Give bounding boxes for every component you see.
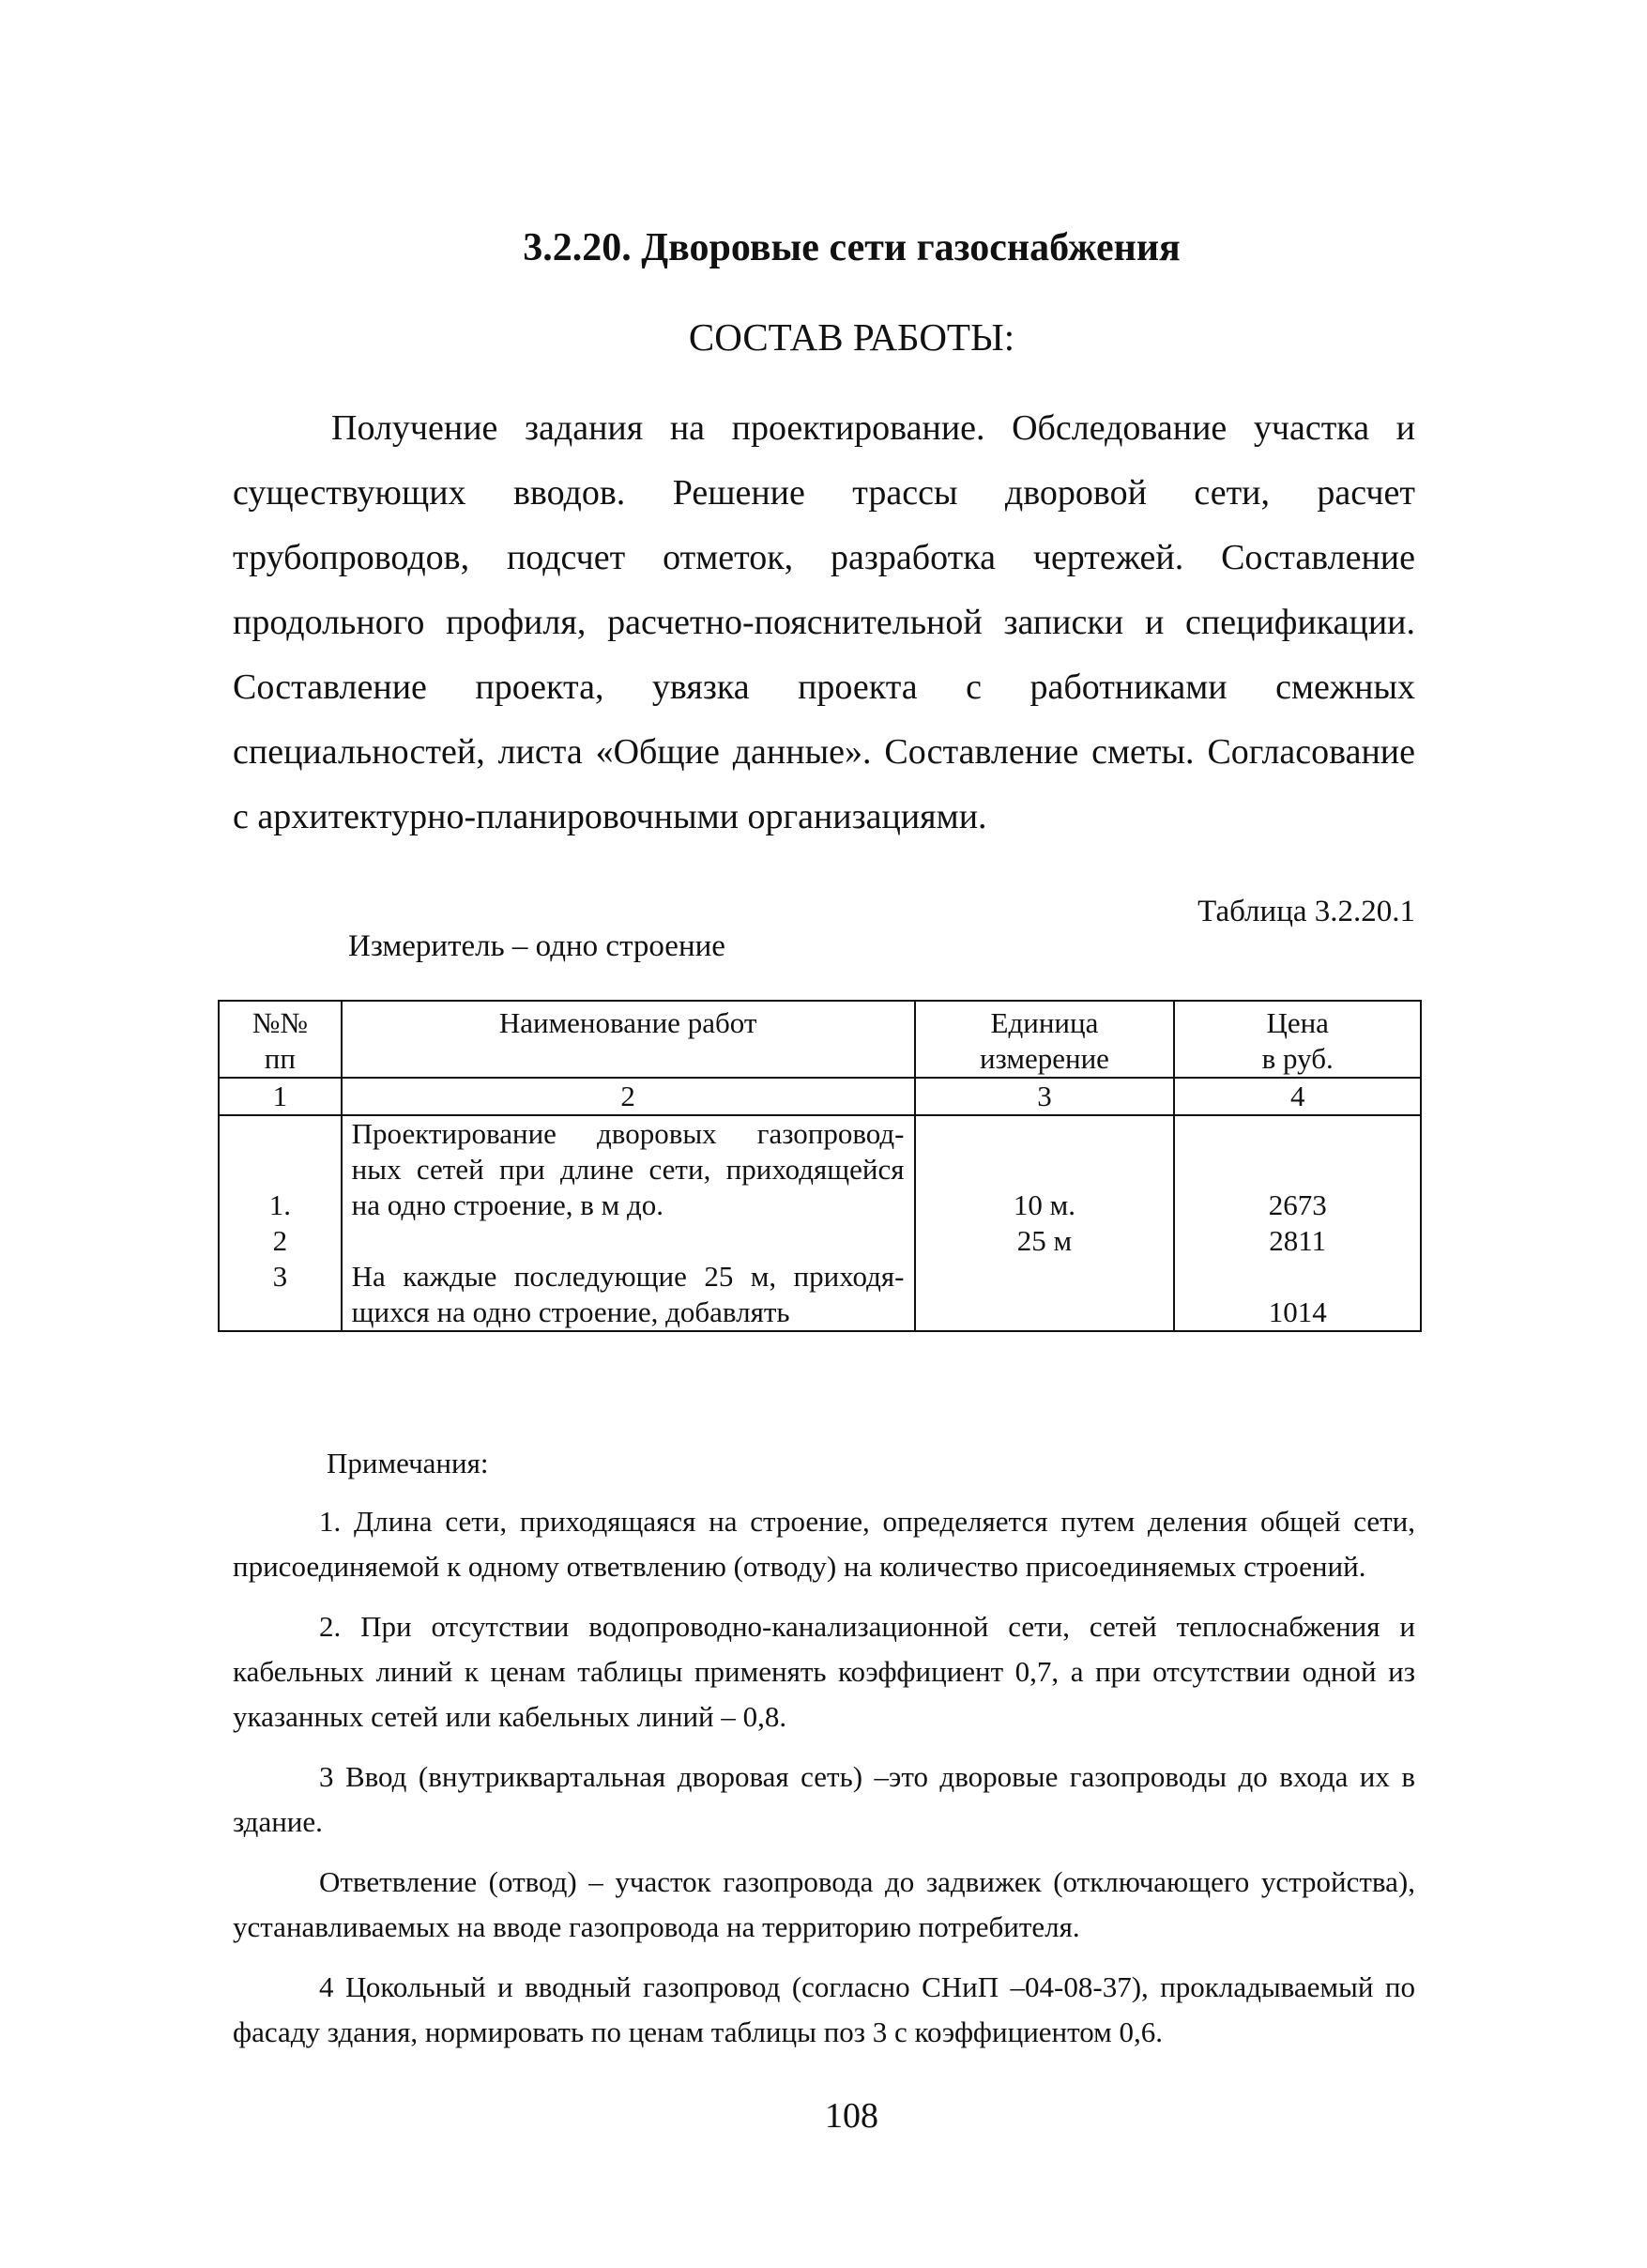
header-work-name-line2 bbox=[352, 1041, 905, 1077]
column-number: 3 bbox=[915, 1078, 1175, 1115]
page-number: 108 bbox=[825, 2096, 878, 2136]
work-name-line: На каждые последующие 25 м, приходя- bbox=[351, 1260, 905, 1293]
column-number: 1 bbox=[219, 1078, 342, 1115]
column-number: 4 bbox=[1174, 1078, 1421, 1115]
price-value: 1014 bbox=[1268, 1295, 1327, 1328]
row-number: 2 bbox=[272, 1224, 288, 1257]
price-value: 2811 bbox=[1269, 1224, 1327, 1257]
notes-heading: Примечания: bbox=[327, 1447, 489, 1479]
work-name-line: на одно строение, в м до. bbox=[351, 1188, 664, 1221]
column-number-row bbox=[219, 1078, 1421, 1115]
header-work-name bbox=[342, 1001, 915, 1078]
work-name-line: Проектирование дворовых газопровод- bbox=[351, 1117, 905, 1150]
note-item: 1. Длина сети, приходящаяся на строение, определяется путем деления общей сети, присоединяемой к одному ответвлению (отводу) на количество присоединяемых строений. bbox=[233, 1505, 1415, 1583]
header-unit bbox=[915, 1001, 1175, 1078]
header-number-line1: №№ bbox=[252, 1006, 308, 1039]
composition-text: Получение задания на проектирование. Обследование участка и существующих вводов. Решение трассы дворовой сети, расчет трубопроводов, подсчет отметок, разработка чертежей. Составление продольного профиля, расчетно-пояснительной записки и спецификации. Составление проекта, увязка проекта с работниками смежных специальностей, листа «Общие данные». Составление сметы. Согласование с архитектурно-планировочными организациями. bbox=[233, 408, 1415, 836]
notes-section bbox=[233, 1441, 1415, 2070]
header-number bbox=[219, 1001, 342, 1078]
section-title: 3.2.20. Дворовые сети газоснабжения bbox=[523, 226, 1181, 269]
header-price-line1: Цена bbox=[1266, 1006, 1329, 1039]
row-number: 3 bbox=[272, 1260, 288, 1293]
header-unit-line2: измерение bbox=[979, 1042, 1109, 1075]
header-unit-line1: Единица bbox=[990, 1006, 1099, 1039]
table-body-row bbox=[219, 1115, 1421, 1331]
header-number-line2: пп bbox=[264, 1042, 296, 1075]
price-table bbox=[218, 1000, 1422, 1332]
composition-title: СОСТАВ РАБОТЫ: bbox=[688, 315, 1015, 359]
table-header-row bbox=[219, 1001, 1421, 1078]
note-item: 4 Цокольный и вводный газопровод (согласно СНиП –04-08-37), прокладываемый по фасаду здания, нормировать по ценам таблицы поз 3 с коэффициентом 0,6. bbox=[233, 1970, 1415, 2048]
measure-note: Измеритель – одно строение bbox=[348, 929, 725, 963]
prices-cell bbox=[1174, 1115, 1421, 1331]
work-name-line: ных сетей при длине сети, приходящейся bbox=[351, 1153, 905, 1186]
note-item: Ответвление (отвод) – участок газопровода до задвижек (отключающего устройства), устанавливаемых на вводе газопровода на территорию потребителя. bbox=[233, 1865, 1415, 1943]
row-numbers-cell bbox=[219, 1115, 342, 1331]
row-number: 1. bbox=[268, 1188, 291, 1221]
header-price bbox=[1174, 1001, 1421, 1078]
header-work-name-line1: Наименование работ bbox=[498, 1006, 757, 1039]
note-item: 3 Ввод (внутриквартальная дворовая сеть) –это дворовые газопроводы до входа их в здание. bbox=[233, 1760, 1415, 1838]
header-price-line2: в руб. bbox=[1261, 1042, 1334, 1075]
column-number: 2 bbox=[342, 1078, 915, 1115]
units-cell bbox=[915, 1115, 1175, 1331]
price-value: 2673 bbox=[1268, 1188, 1327, 1221]
work-names-cell bbox=[342, 1115, 915, 1331]
note-item: 2. При отсутствии водопроводно-канализационной сети, сетей теплоснабжения и кабельных линий к ценам таблицы применять коэффициент 0,7, а при отсутствии одной из указанных сетей или кабельных линий – 0,8. bbox=[233, 1610, 1415, 1733]
table-number: Таблица 3.2.20.1 bbox=[1197, 895, 1415, 928]
unit-value: 25 м bbox=[1016, 1224, 1073, 1257]
work-name-line: щихся на одно строение, добавлять bbox=[351, 1295, 790, 1328]
unit-value: 10 м. bbox=[1013, 1188, 1075, 1221]
